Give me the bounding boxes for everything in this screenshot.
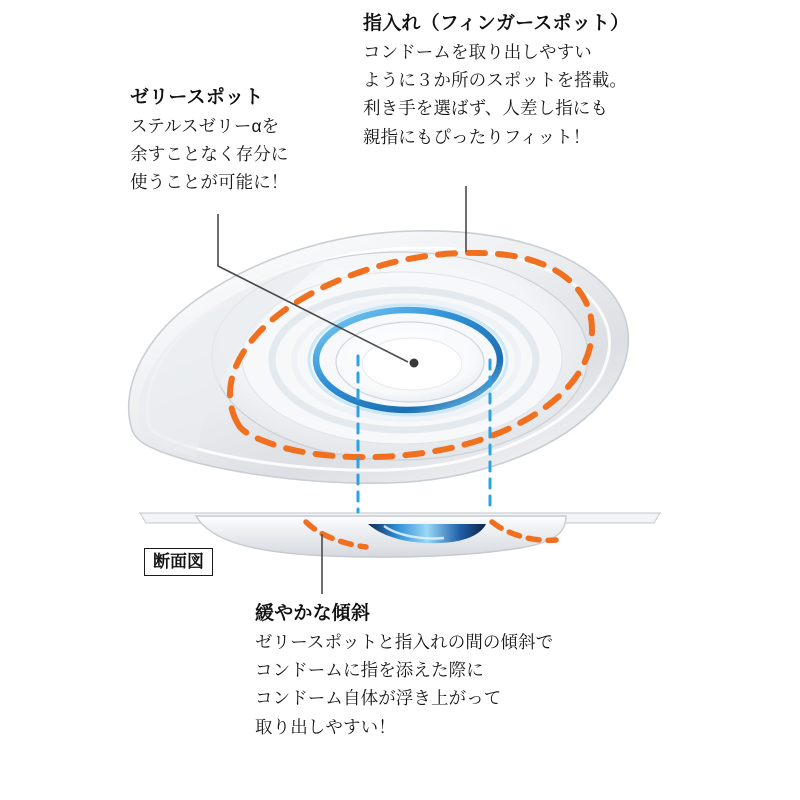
callout-finger-spot-title: 指入れ（フィンガースポット）	[363, 13, 630, 34]
leader-jelly-spot	[218, 214, 408, 362]
callout-line: 余すことなく存分に	[130, 143, 289, 164]
callout-finger-spot	[363, 10, 629, 151]
callout-line: 使うことが可能に！	[130, 172, 289, 193]
callout-jelly-spot	[130, 84, 288, 197]
callout-line: 利き手を選ばず、人差し指にも	[363, 98, 608, 119]
callout-line: 親指にもぴったりフィット！	[363, 126, 591, 147]
callout-line: ゼリースポットと指入れの間の傾斜で	[255, 631, 554, 652]
callout-line: 取り出しやすい！	[255, 716, 396, 737]
cross-section-label: 断面図	[144, 548, 213, 576]
callout-line: ように３か所のスポットを搭載。	[363, 69, 627, 90]
callout-gentle-slope-title: 緩やかな傾斜	[255, 603, 371, 624]
callout-gentle-slope	[255, 600, 553, 741]
callout-jelly-spot-body	[130, 112, 288, 197]
callout-jelly-spot-title: ゼリースポット	[130, 87, 264, 108]
callout-line: コンドームに指を添えた際に	[255, 659, 484, 680]
callout-line: ステルスゼリーαを	[130, 115, 280, 136]
callout-line: コンドームを取り出しやすい	[363, 41, 592, 62]
callout-gentle-slope-body	[255, 628, 553, 741]
callout-finger-spot-body	[363, 38, 629, 151]
callout-line: コンドーム自体が浮き上がって	[255, 688, 502, 709]
